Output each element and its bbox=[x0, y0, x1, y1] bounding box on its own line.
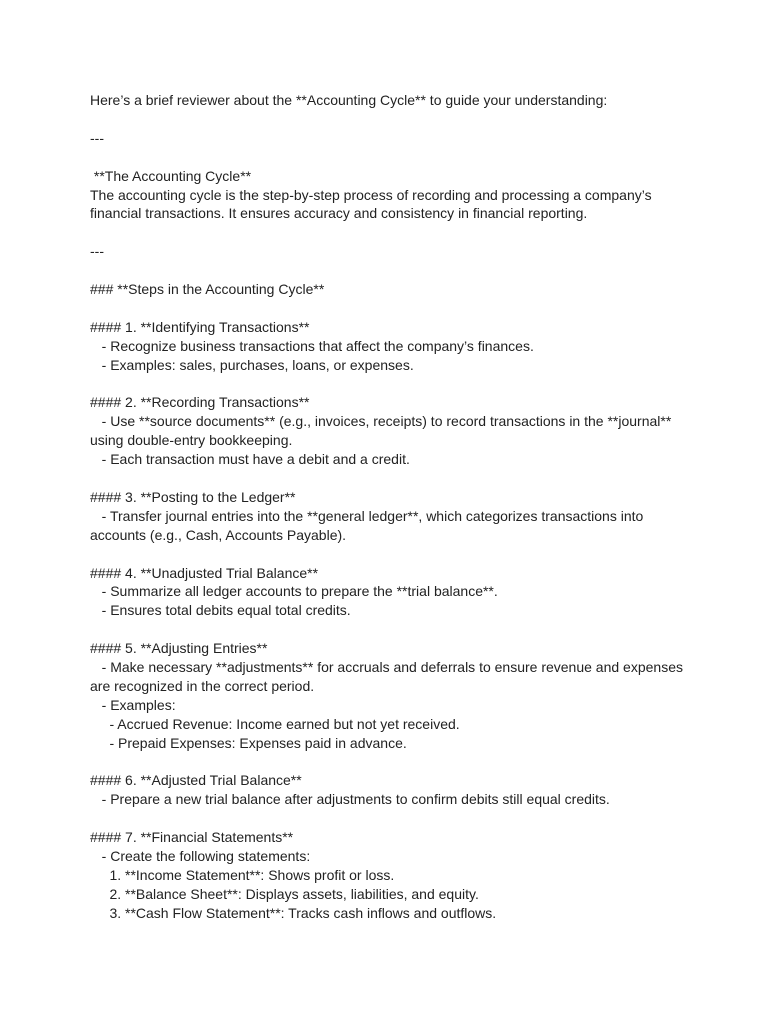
bullet-continuation: using double-entry bookkeeping. bbox=[90, 432, 293, 449]
bullet-line: - Make necessary **adjustments** for accruals and deferrals to ensure revenue and expenses bbox=[90, 659, 683, 676]
sub-bullet-line: - Prepaid Expenses: Expenses paid in advance. bbox=[90, 734, 407, 751]
bullet-line: - Examples: bbox=[90, 696, 176, 713]
blank-line bbox=[90, 110, 690, 129]
separator-line: --- bbox=[90, 243, 104, 260]
blank-line bbox=[90, 375, 690, 394]
blank-line bbox=[90, 753, 690, 772]
bullet-continuation: accounts (e.g., Cash, Accounts Payable). bbox=[90, 526, 347, 543]
paragraph-line: financial transactions. It ensures accuracy and consistency in financial reporting. bbox=[90, 205, 588, 222]
blank-line bbox=[90, 469, 690, 488]
blank-line bbox=[90, 809, 690, 828]
bullet-line: - Transfer journal entries into the **general ledger**, which categorizes transactions into bbox=[90, 507, 644, 524]
blank-line bbox=[90, 545, 690, 564]
intro-line: Here’s a brief reviewer about the **Accounting Cycle** to guide your understanding: bbox=[90, 92, 608, 108]
numbered-item: 1. **Income Statement**: Shows profit or loss. bbox=[90, 866, 395, 883]
heading-steps: ### **Steps in the Accounting Cycle** bbox=[90, 281, 325, 297]
section-title: **The Accounting Cycle** bbox=[90, 167, 252, 184]
sub-bullet-line: - Accrued Revenue: Income earned but not yet received. bbox=[90, 715, 460, 732]
step-heading: #### 5. **Adjusting Entries** bbox=[90, 640, 268, 657]
separator-line: --- bbox=[90, 129, 104, 146]
numbered-item: 2. **Balance Sheet**: Displays assets, liabilities, and equity. bbox=[90, 885, 479, 902]
step-heading: #### 1. **Identifying Transactions** bbox=[90, 318, 310, 335]
blank-line bbox=[90, 261, 690, 280]
step-heading: #### 3. **Posting to the Ledger** bbox=[90, 488, 296, 505]
document-page bbox=[90, 91, 690, 923]
bullet-line: - Use **source documents** (e.g., invoices, receipts) to record transactions in the **journal** bbox=[90, 413, 672, 430]
bullet-line: - Recognize business transactions that affect the company’s finances. bbox=[90, 337, 534, 354]
bullet-line: - Ensures total debits equal total credits. bbox=[90, 602, 351, 619]
step-heading: #### 7. **Financial Statements** bbox=[90, 829, 294, 846]
step-heading: #### 6. **Adjusted Trial Balance** bbox=[90, 772, 302, 789]
bullet-continuation: are recognized in the correct period. bbox=[90, 677, 315, 694]
bullet-line: - Prepare a new trial balance after adjustments to confirm debits still equal credits. bbox=[90, 791, 610, 808]
numbered-item: 3. **Cash Flow Statement**: Tracks cash inflows and outflows. bbox=[90, 904, 497, 921]
bullet-line: - Create the following statements: bbox=[90, 848, 311, 865]
step-heading: #### 2. **Recording Transactions** bbox=[90, 394, 310, 411]
bullet-line: - Each transaction must have a debit and a credit. bbox=[90, 451, 410, 468]
step-heading: #### 4. **Unadjusted Trial Balance** bbox=[90, 564, 319, 581]
blank-line bbox=[90, 299, 690, 318]
blank-line bbox=[90, 620, 690, 639]
blank-line bbox=[90, 148, 690, 167]
blank-line bbox=[90, 223, 690, 242]
paragraph-line: The accounting cycle is the step-by-step process of recording and processing a company’s bbox=[90, 186, 652, 203]
bullet-line: - Examples: sales, purchases, loans, or expenses. bbox=[90, 356, 414, 373]
bullet-line: - Summarize all ledger accounts to prepare the **trial balance**. bbox=[90, 583, 498, 600]
